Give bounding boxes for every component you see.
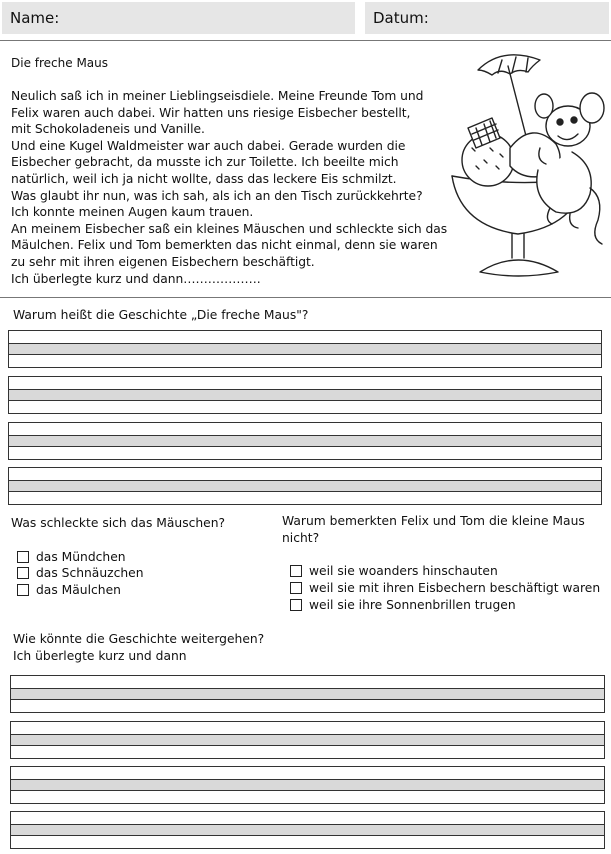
question-3: Warum bemerkten Felix und Tom die kleine Maus nicht? <box>282 514 585 545</box>
option-q3-1[interactable] <box>290 563 498 579</box>
option-label: das Schnäuzchen <box>36 566 144 580</box>
answer-lines-7[interactable] <box>10 766 605 804</box>
answer-lines-8[interactable] <box>10 811 605 849</box>
header-divider <box>0 40 611 41</box>
story-divider <box>0 297 611 298</box>
option-q2-1[interactable] <box>17 549 126 565</box>
option-q3-3[interactable] <box>290 597 516 613</box>
question-1: Warum heißt die Geschichte „Die freche Maus"? <box>13 308 309 322</box>
option-q2-3[interactable] <box>17 582 121 598</box>
date-label: Datum: <box>373 9 429 27</box>
option-q3-2[interactable] <box>290 580 600 596</box>
mouse-sundae-illustration-icon <box>440 48 608 283</box>
question-4: Wie könnte die Geschichte weitergehen? Ich überlegte kurz und dann <box>13 632 265 663</box>
story-title: Die freche Maus <box>11 56 109 70</box>
checkbox[interactable] <box>290 565 302 577</box>
checkbox[interactable] <box>290 582 302 594</box>
name-label: Name: <box>10 9 60 27</box>
option-q2-2[interactable] <box>17 565 144 581</box>
checkbox[interactable] <box>290 599 302 611</box>
answer-lines-1[interactable] <box>8 330 602 368</box>
checkbox[interactable] <box>17 584 29 596</box>
answer-lines-2[interactable] <box>8 376 602 414</box>
name-field[interactable] <box>2 2 355 34</box>
date-field[interactable] <box>365 2 609 34</box>
checkbox[interactable] <box>17 567 29 579</box>
option-label: weil sie mit ihren Eisbechern beschäftigt waren <box>309 581 601 595</box>
checkbox[interactable] <box>17 551 29 563</box>
question-2: Was schleckte sich das Mäuschen? <box>11 516 226 530</box>
answer-lines-6[interactable] <box>10 721 605 759</box>
answer-lines-4[interactable] <box>8 467 602 505</box>
option-label: das Mündchen <box>36 550 126 564</box>
option-label: das Mäulchen <box>36 583 121 597</box>
option-label: weil sie ihre Sonnenbrillen trugen <box>309 598 516 612</box>
option-label: weil sie woanders hinschauten <box>309 564 498 578</box>
story-text: Neulich saß ich in meiner Lieblingseisdiele. Meine Freunde Tom und Felix waren auch dabei. Wir hatten uns riesige Eisbecher bestellt, mit Schokoladeneis und Vanille. Und eine Kugel Waldmeister war auch dabei. Gerade wurden die Eisbecher gebracht, da musste ich zur Toilette. Ich beeilte mich natürlich, weil ich ja nicht wollte, dass das leckere Eis schmilzt. Was glaubt ihr nun, was ich sah, als ich an den Tisch zurückkehrte? Ich konnte meinen Augen kaum trauen. An meinem Eisbecher saß ein kleines Mäuschen und schleckte sich das Mäulchen. Felix und Tom bemerkten das nicht einmal, denn sie waren zu sehr mit ihren eigenen Eisbechern beschäftigt. Ich überlegte kurz und dann………………. <box>11 89 448 286</box>
answer-lines-5[interactable] <box>10 675 605 713</box>
answer-lines-3[interactable] <box>8 422 602 460</box>
